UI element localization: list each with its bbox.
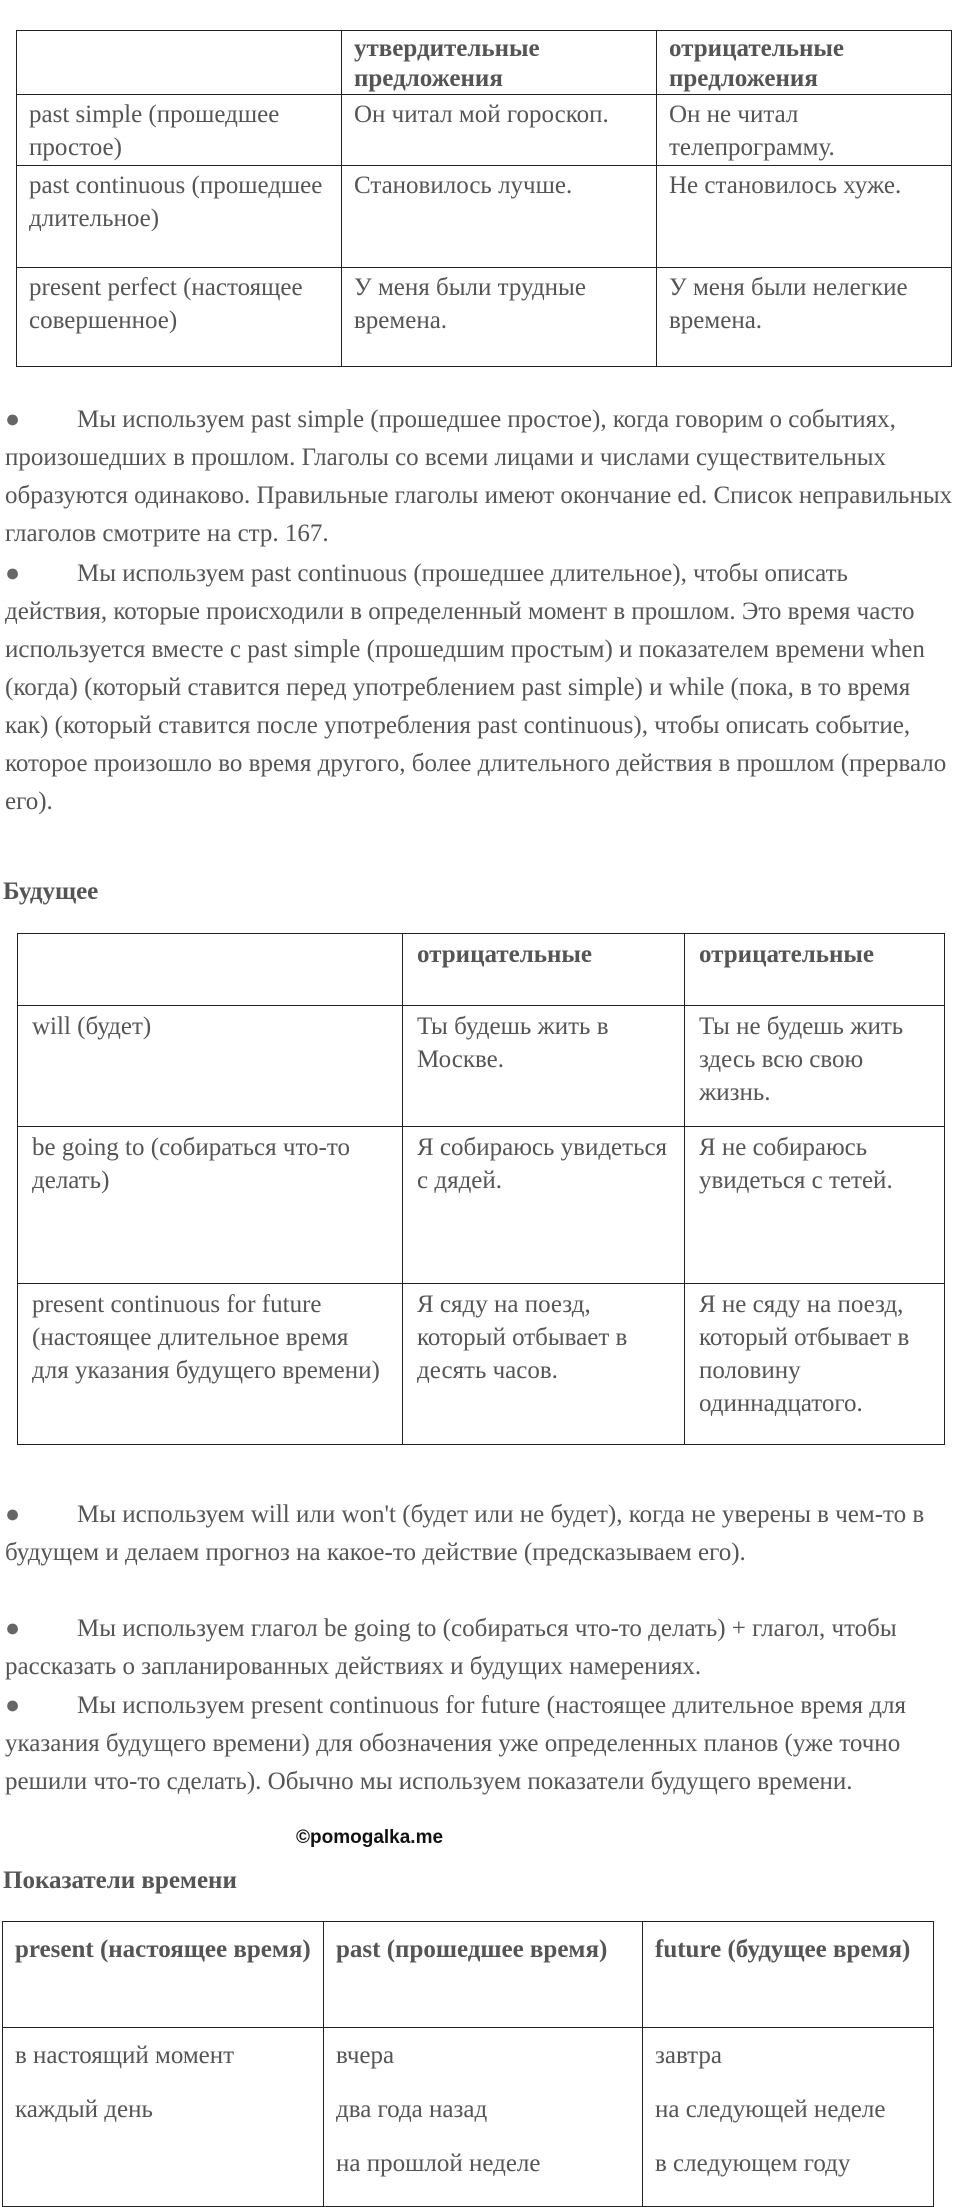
list-item: на прошлой неделе bbox=[336, 2150, 541, 2177]
future-tenses-table bbox=[17, 933, 945, 1445]
list-item: в настоящий момент bbox=[15, 2042, 235, 2069]
table-cell: Он не читал телепрограмму. bbox=[657, 95, 952, 166]
paragraph-text: Мы используем present continuous for future (настоящее длительное время для указания будущего времени) для обозначения уже определенных планов (уже точно решили что-то сделать). Обычно мы используем показатели будущего времени. bbox=[5, 1692, 906, 1795]
list-item: завтра bbox=[655, 2042, 722, 2069]
table-cell: У меня были нелегкие времена. bbox=[657, 268, 952, 367]
table-cell bbox=[643, 2028, 934, 2207]
table-header-cell: отрицательные bbox=[403, 934, 685, 1006]
list-item: на следующей неделе bbox=[655, 2096, 886, 2123]
time-markers-table bbox=[2, 1921, 934, 2207]
table-row bbox=[17, 166, 952, 268]
table-cell: present perfect (настоящее совершенное) bbox=[17, 268, 342, 367]
table-cell: У меня были трудные времена. bbox=[342, 268, 657, 367]
paragraph-text: Мы используем past simple (прошедшее простое), когда говорим о событиях, произошедших в прошлом. Глаголы со всеми лицами и числами существительных образуются одинаково. Правильные глаголы имеют окончание ed. Список неправильных глаголов смотрите на стр. 167. bbox=[5, 406, 953, 547]
list-item: вчера bbox=[336, 2042, 395, 2069]
table-row bbox=[17, 268, 952, 367]
bullet-paragraph bbox=[5, 1610, 955, 1686]
table-header-row bbox=[3, 1922, 934, 2028]
table-cell: Он читал мой гороскоп. bbox=[342, 95, 657, 166]
table-cell: present continuous for future (настоящее длительное время для указания будущего времени) bbox=[18, 1284, 403, 1445]
table-row bbox=[18, 1006, 945, 1127]
table-header-cell: отрицательные bbox=[685, 934, 945, 1006]
table-header-cell bbox=[18, 934, 403, 1006]
table-cell bbox=[3, 2028, 324, 2207]
table-cell: Ты не будешь жить здесь всю свою жизнь. bbox=[685, 1006, 945, 1127]
table-cell: Я не сяду на поезд, который отбывает в половину одиннадцатого. bbox=[685, 1284, 945, 1445]
table-header-cell: отрицательные предложения bbox=[657, 31, 952, 95]
paragraph-text: Мы используем past continuous (прошедшее длительное), чтобы описать действия, которые происходили в определенный момент в прошлом. Это время часто используется вместе с past simple (прошедшим простым) и показателем времени when (когда) (который ставится перед употреблением past simple) и while (пока, в то время как) (который ставится после употребления past continuous), чтобы описать событие, которое произошло во время другого, более длительного действия в прошлом (прервало его). bbox=[5, 560, 947, 815]
table-cell: Я собираюсь увидеться с дядей. bbox=[403, 1127, 685, 1284]
table-row bbox=[3, 2028, 934, 2207]
table-header-row bbox=[17, 31, 952, 95]
table-cell: Я не собираюсь увидеться с тетей. bbox=[685, 1127, 945, 1284]
table-header-cell: утвердительные предложения bbox=[342, 31, 657, 95]
paragraph-text: Мы используем will или won't (будет или не будет), когда не уверены в чем-то в будущем и делаем прогноз на какое-то действие (предсказываем его). bbox=[5, 1501, 925, 1566]
table-header-cell: future (будущее время) bbox=[643, 1922, 934, 2028]
bullet-paragraph bbox=[5, 1496, 955, 1572]
table-row bbox=[17, 95, 952, 166]
table-cell: be going to (собираться что-то делать) bbox=[18, 1127, 403, 1284]
past-tenses-table bbox=[16, 30, 952, 367]
table-header-row bbox=[18, 934, 945, 1006]
table-cell: will (будет) bbox=[18, 1006, 403, 1127]
bullet-icon: ● bbox=[5, 1615, 21, 1642]
bullet-icon: ● bbox=[5, 1501, 21, 1528]
table-row bbox=[18, 1284, 945, 1445]
table-cell: past simple (прошедшее простое) bbox=[17, 95, 342, 166]
list-item: два года назад bbox=[336, 2096, 488, 2123]
markers-heading: Показатели времени bbox=[3, 1867, 237, 1894]
table-cell: Не становилось хуже. bbox=[657, 166, 952, 268]
list-item: каждый день bbox=[15, 2096, 153, 2123]
future-heading: Будущее bbox=[3, 878, 99, 905]
table-cell: past continuous (прошедшее длительное) bbox=[17, 166, 342, 268]
table-cell bbox=[324, 2028, 643, 2207]
table-cell: Ты будешь жить в Москве. bbox=[403, 1006, 685, 1127]
table-cell: Я сяду на поезд, который отбывает в десять часов. bbox=[403, 1284, 685, 1445]
list-item: в следующем году bbox=[655, 2150, 851, 2177]
bullet-icon: ● bbox=[5, 406, 21, 433]
bullet-icon: ● bbox=[5, 1692, 21, 1719]
bullet-paragraph bbox=[5, 1687, 955, 1801]
bullet-paragraph bbox=[5, 555, 955, 821]
table-header-cell bbox=[17, 31, 342, 95]
paragraph-text: Мы используем глагол be going to (собираться что-то делать) + глагол, чтобы рассказать о запланированных действиях и будущих намерениях. bbox=[5, 1615, 897, 1680]
table-row bbox=[18, 1127, 945, 1284]
bullet-paragraph bbox=[5, 401, 955, 553]
table-cell: Становилось лучше. bbox=[342, 166, 657, 268]
table-header-cell: past (прошедшее время) bbox=[324, 1922, 643, 2028]
watermark: ©pomogalka.me bbox=[296, 1827, 444, 1848]
bullet-icon: ● bbox=[5, 560, 21, 587]
table-header-cell: present (настоящее время) bbox=[3, 1922, 324, 2028]
